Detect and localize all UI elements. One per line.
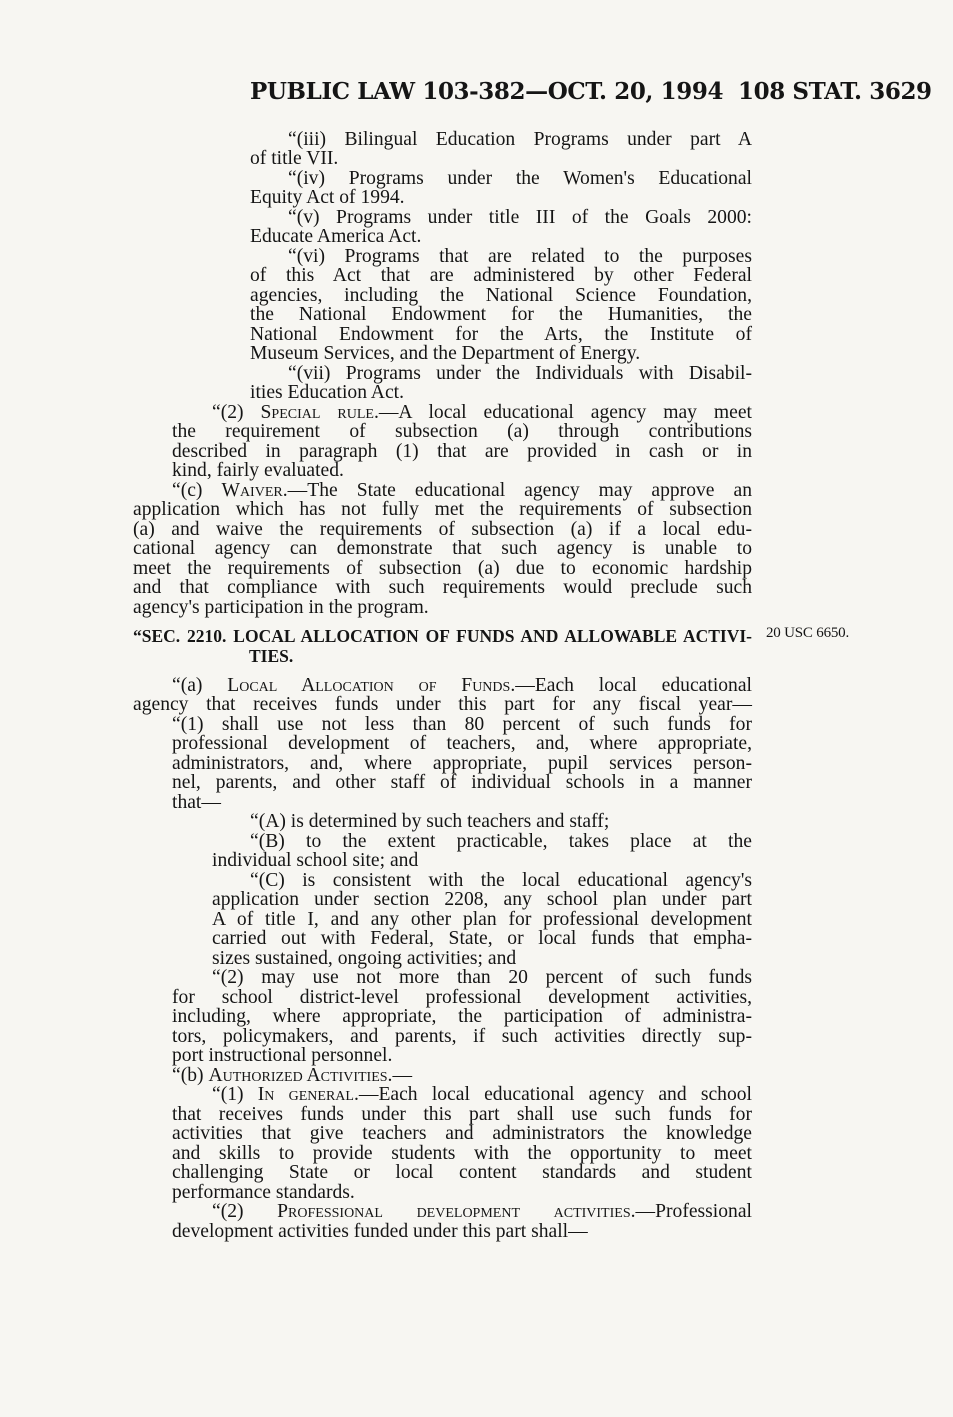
text-run: Museum Services, and the Department of Energy. bbox=[250, 343, 641, 364]
text-run: “(vi) Programs that are related to the purposes bbox=[288, 246, 752, 267]
text-run: .—Each local educational agency and school bbox=[353, 1084, 752, 1105]
text-run: agency that receives funds under this part for any fiscal year— bbox=[133, 694, 752, 715]
text-run: activities that give teachers and administrators the knowledge bbox=[172, 1123, 752, 1144]
text-line bbox=[172, 793, 221, 813]
text-line bbox=[249, 646, 293, 667]
text-line bbox=[250, 325, 752, 345]
text-run: development activities funded under this part shall— bbox=[172, 1221, 588, 1242]
text-line bbox=[288, 208, 752, 228]
text-line bbox=[250, 305, 752, 325]
text-line bbox=[172, 1163, 752, 1183]
text-run: .—A local educational agency may meet bbox=[373, 402, 752, 423]
text-run: performance standards. bbox=[172, 1182, 355, 1203]
text-line bbox=[172, 1007, 752, 1027]
text-run: ities Education Act. bbox=[250, 382, 404, 403]
text-run: of title VII. bbox=[250, 148, 339, 169]
text-run: “(vii) Programs under the Individuals with Disabil- bbox=[288, 363, 752, 384]
text-run: carried out with Federal, State, or local funds that empha- bbox=[212, 928, 752, 949]
run-in-heading: Special rule bbox=[260, 402, 374, 423]
text-run: including, where appropriate, the participation of administra- bbox=[172, 1006, 752, 1027]
text-line bbox=[172, 1027, 752, 1047]
text-line bbox=[172, 461, 344, 481]
text-line bbox=[172, 1222, 588, 1242]
run-in-heading: Waiver bbox=[221, 480, 283, 501]
run-in-heading: Professional development activities bbox=[277, 1201, 631, 1222]
text-run: “(c) bbox=[172, 480, 222, 501]
text-line bbox=[172, 1144, 752, 1164]
text-line bbox=[288, 247, 752, 267]
text-run: “(C) is consistent with the local educational agency's bbox=[250, 870, 752, 891]
text-run: cational agency can demonstrate that such agency is unable to bbox=[133, 538, 752, 559]
text-run: “(1) shall use not less than 80 percent of such funds for bbox=[172, 714, 752, 735]
text-line bbox=[212, 851, 418, 871]
text-run: professional development of teachers, and, where appropriate, bbox=[172, 733, 752, 754]
text-run: “(2) bbox=[212, 402, 261, 423]
text-line bbox=[250, 266, 752, 286]
text-line bbox=[133, 695, 752, 715]
text-run: and that compliance with such requirements would preclude such bbox=[133, 577, 752, 598]
running-header-page-number: 108 STAT. 3629 bbox=[738, 78, 932, 105]
text-line bbox=[133, 520, 752, 540]
text-line bbox=[250, 383, 404, 403]
text-line bbox=[250, 812, 609, 832]
text-run: “(b) bbox=[172, 1065, 209, 1086]
text-line bbox=[250, 227, 421, 247]
text-line bbox=[212, 949, 516, 969]
run-in-heading: Local Allocation of Funds bbox=[227, 675, 511, 696]
text-run: tors, policymakers, and parents, if such activities directly sup- bbox=[172, 1026, 752, 1047]
section-heading: TIES. bbox=[249, 646, 294, 666]
text-line bbox=[288, 364, 752, 384]
text-line bbox=[172, 422, 752, 442]
text-line bbox=[172, 1124, 752, 1144]
text-line bbox=[172, 754, 752, 774]
text-run: “(v) Programs under title III of the Goals 2000: bbox=[288, 207, 752, 228]
text-line bbox=[250, 286, 752, 306]
text-run: application which has not fully met the requirements of subsection bbox=[133, 499, 752, 520]
text-run: Equity Act of 1994. bbox=[250, 187, 405, 208]
text-run: for school district-level professional development activities, bbox=[172, 987, 752, 1008]
text-run: agencies, including the National Science Foundation, bbox=[250, 285, 752, 306]
text-line bbox=[133, 626, 752, 647]
text-run: and skills to provide students with the opportunity to meet bbox=[172, 1143, 752, 1164]
text-line bbox=[133, 559, 752, 579]
text-line bbox=[250, 344, 640, 364]
text-run: individual school site; and bbox=[212, 850, 419, 871]
text-run: administrators, and, where appropriate, pupil services person- bbox=[172, 753, 752, 774]
text-line bbox=[172, 1105, 752, 1125]
text-line bbox=[212, 929, 752, 949]
text-run: .— bbox=[387, 1065, 413, 1086]
text-run: of this Act that are administered by other Federal bbox=[250, 265, 752, 286]
text-run: challenging State or local content standards and student bbox=[172, 1162, 752, 1183]
section-heading: “SEC. 2210. LOCAL ALLOCATION OF FUNDS AND ALLOWABLE ACTIVI- bbox=[133, 626, 752, 646]
text-run: described in paragraph (1) that are provided in cash or in bbox=[172, 441, 752, 462]
text-run: the National Endowment for the Humanities, the bbox=[250, 304, 752, 325]
text-run: “(2) bbox=[212, 1201, 278, 1222]
run-in-heading: In general bbox=[257, 1084, 354, 1105]
text-run: “(a) bbox=[172, 675, 228, 696]
text-run: kind, fairly evaluated. bbox=[172, 460, 344, 481]
text-line bbox=[133, 539, 752, 559]
running-header-citation: PUBLIC LAW 103-382—OCT. 20, 1994 bbox=[250, 78, 724, 105]
text-line bbox=[133, 500, 752, 520]
text-line bbox=[212, 403, 752, 423]
text-line bbox=[288, 130, 752, 150]
text-line bbox=[172, 1183, 355, 1203]
text-run: meet the requirements of subsection (a) due to economic hardship bbox=[133, 558, 752, 579]
text-run: Educate America Act. bbox=[250, 226, 422, 247]
text-run: “(A) is determined by such teachers and staff; bbox=[250, 811, 610, 832]
text-line bbox=[172, 1046, 392, 1066]
text-run: “(iii) Bilingual Education Programs under part A bbox=[288, 129, 752, 150]
text-line bbox=[172, 676, 752, 696]
text-line bbox=[172, 1066, 412, 1086]
text-line bbox=[250, 188, 405, 208]
text-line bbox=[172, 773, 752, 793]
run-in-heading: Authorized Activities bbox=[208, 1065, 388, 1086]
text-line bbox=[172, 715, 752, 735]
text-run: the requirement of subsection (a) through contributions bbox=[172, 421, 752, 442]
text-run: .—Professional bbox=[630, 1201, 752, 1222]
margin-note-usc-citation: 20 USC 6650. bbox=[766, 625, 850, 641]
text-line bbox=[288, 169, 752, 189]
text-run: “(1) bbox=[212, 1084, 258, 1105]
text-run: that— bbox=[172, 792, 221, 813]
text-run: port instructional personnel. bbox=[172, 1045, 393, 1066]
text-line bbox=[212, 890, 752, 910]
text-line bbox=[250, 149, 338, 169]
text-run: “(B) to the extent practicable, takes place at the bbox=[250, 831, 752, 852]
text-line bbox=[212, 968, 752, 988]
text-line bbox=[212, 1085, 752, 1105]
text-run: “(2) may use not more than 20 percent of such funds bbox=[212, 967, 752, 988]
text-run: that receives funds under this part shall use such funds for bbox=[172, 1104, 752, 1125]
text-line bbox=[212, 910, 752, 930]
text-run: nel, parents, and other staff of individual schools in a manner bbox=[172, 772, 752, 793]
text-line bbox=[133, 598, 429, 618]
text-run: .—Each local educational bbox=[510, 675, 752, 696]
text-line bbox=[133, 578, 752, 598]
text-line bbox=[212, 1202, 752, 1222]
text-run: application under section 2208, any school plan under part bbox=[212, 889, 752, 910]
text-line bbox=[172, 442, 752, 462]
text-run: “(iv) Programs under the Women's Educational bbox=[288, 168, 752, 189]
text-line bbox=[250, 871, 752, 891]
text-run: National Endowment for the Arts, the Institute of bbox=[250, 324, 752, 345]
text-run: sizes sustained, ongoing activities; and bbox=[212, 948, 517, 969]
text-run: (a) and waive the requirements of subsection (a) if a local edu- bbox=[133, 519, 752, 540]
text-run: A of title I, and any other plan for professional development bbox=[212, 909, 752, 930]
text-run: .—The State educational agency may approve an bbox=[282, 480, 752, 501]
text-line bbox=[172, 481, 752, 501]
text-run: agency's participation in the program. bbox=[133, 597, 429, 618]
text-line bbox=[250, 832, 752, 852]
text-line bbox=[172, 988, 752, 1008]
text-line bbox=[172, 734, 752, 754]
